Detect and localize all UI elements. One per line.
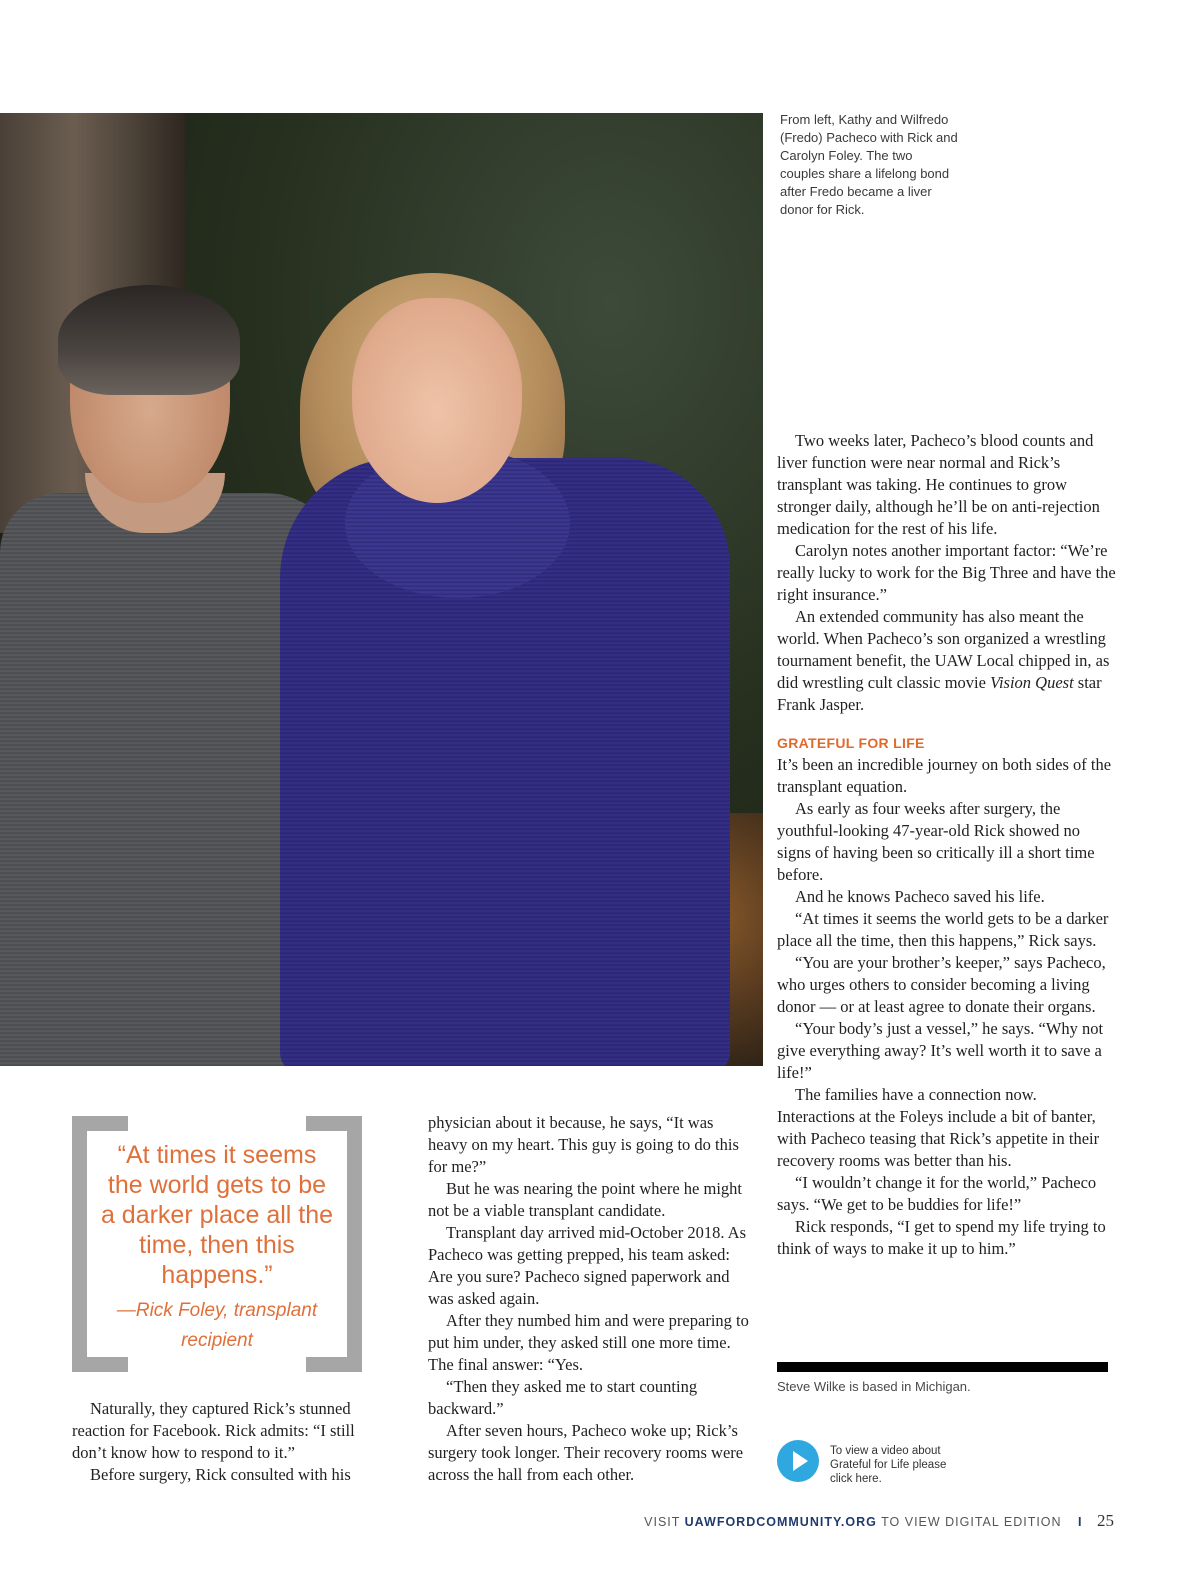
video-link[interactable] [777, 1440, 977, 1490]
page-footer [644, 1511, 1114, 1531]
paragraph-text: An extended community has also meant the world. When Pacheco’s son organized a wrestling tournament benefit, the UAW Local chipped in, as did wrestling cult classic movie [777, 607, 1110, 692]
paragraph: “Your body’s just a vessel,” he says. “Why not give everything away? It’s well worth it to save a life!” [777, 1019, 1104, 1082]
page-number: 25 [1097, 1511, 1114, 1530]
paragraph: And he knows Pacheco saved his life. [795, 887, 1045, 906]
footer-suffix: TO VIEW DIGITAL EDITION [881, 1515, 1062, 1529]
paragraph: “Then they asked me to start counting backward.” [428, 1377, 698, 1418]
paragraph: “At times it seems the world gets to be a darker place all the time, then this happens,” Rick says. [777, 909, 1109, 950]
paragraph: Before surgery, Rick consulted with his [90, 1465, 351, 1484]
footer-prefix: VISIT [644, 1515, 681, 1529]
paragraph: But he was nearing the point where he might not be a viable transplant candidate. [428, 1179, 743, 1220]
play-icon[interactable] [777, 1440, 819, 1482]
paragraph: Transplant day arrived mid-October 2018. As Pacheco was getting prepped, his team asked: Are you sure? Pacheco signed paperwork and was asked again. [428, 1223, 747, 1308]
footer-site-link[interactable]: UAWFORDCOMMUNITY.ORG [684, 1515, 877, 1529]
paragraph: As early as four weeks after surgery, the youthful-looking 47-year-old Rick showed no signs of having been so critically ill a short time before. [777, 799, 1095, 884]
pull-quote [72, 1116, 362, 1371]
end-rule [777, 1362, 1108, 1372]
footer-separator: I [1078, 1515, 1083, 1529]
woman-face [352, 298, 522, 503]
paragraph: “I wouldn’t change it for the world,” Pacheco says. “We get to be buddies for life!” [777, 1173, 1097, 1214]
paragraph: After they numbed him and were preparing to put him under, they asked still one more time. The final answer: “Yes. [428, 1311, 749, 1374]
author-bio: Steve Wilke is based in Michigan. [777, 1379, 971, 1394]
paragraph: Carolyn notes another important factor: “We’re really lucky to work for the Big Three and have the right insurance.” [777, 541, 1116, 604]
pull-quote-attribution: —Rick Foley, transplant recipient [116, 1300, 318, 1351]
paragraph: “You are your brother’s keeper,” says Pacheco, who urges others to consider becoming a living donor — or at least agree to donate their organs. [777, 953, 1106, 1016]
paragraph [777, 606, 1117, 716]
couples-photo [0, 113, 763, 1066]
pull-quote-text: “At times it seems the world gets to be a darker place all the time, then this happens.” [100, 1141, 334, 1289]
man-hair [58, 285, 240, 395]
movie-title: Vision Quest [990, 673, 1074, 692]
article-column-3 [777, 430, 1117, 1260]
paragraph: Two weeks later, Pacheco’s blood counts and liver function were near normal and Rick’s transplant was taking. He continues to grow stronger daily, although he’ll be on anti-rejection medication for the rest of his life. [777, 431, 1100, 538]
paragraph: physician about it because, he says, “It was heavy on my heart. This guy is going to do this for me?” [428, 1113, 739, 1176]
article-column-1 [72, 1398, 392, 1486]
paragraph: The families have a connection now. Interactions at the Foleys include a bit of banter, with Pacheco teasing that Rick’s appetite in their recovery rooms was better than his. [777, 1085, 1100, 1170]
photo-caption: From left, Kathy and Wilfredo (Fredo) Pacheco with Rick and Carolyn Foley. The two couples share a lifelong bond after Fredo became a liver donor for Rick. [780, 112, 958, 217]
section-heading: GRATEFUL FOR LIFE [777, 735, 925, 751]
paragraph-text: star Frank Jasper. [777, 673, 1102, 714]
paragraph: Rick responds, “I get to spend my life trying to think of ways to make it up to him.” [777, 1217, 1106, 1258]
video-link-text[interactable]: To view a video about Grateful for Life please click here. [830, 1445, 947, 1485]
paragraph: Naturally, they captured Rick’s stunned reaction for Facebook. Rick admits: “I still don’t know how to respond to it.” [72, 1399, 355, 1462]
paragraph: It’s been an incredible journey on both sides of the transplant equation. [777, 755, 1112, 796]
article-column-2 [428, 1112, 753, 1486]
paragraph: After seven hours, Pacheco woke up; Rick’s surgery took longer. Their recovery rooms were across the hall from each other. [428, 1421, 744, 1484]
